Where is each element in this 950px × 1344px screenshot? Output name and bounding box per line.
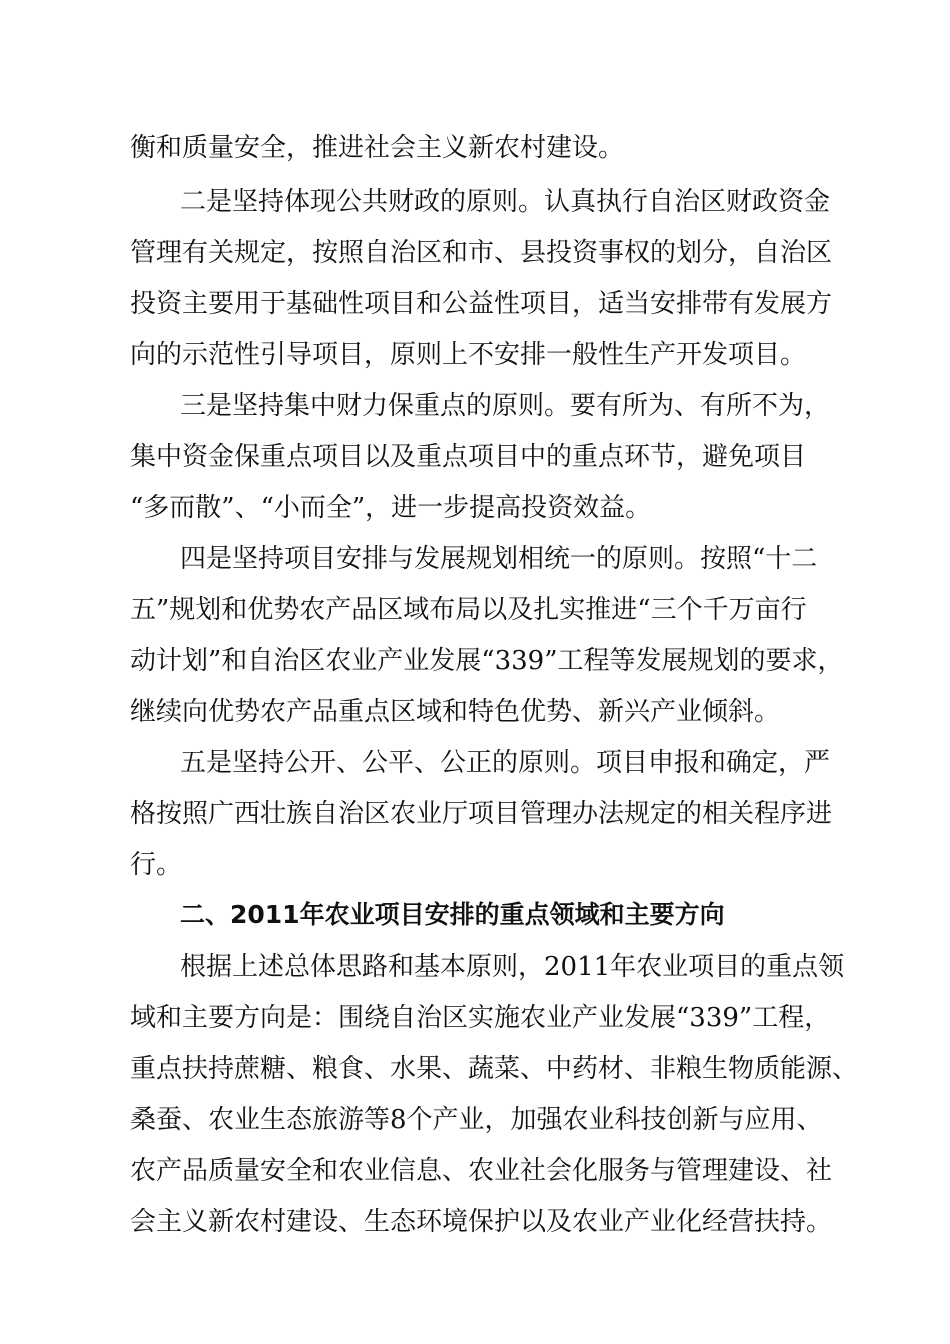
- text-line: 行。: [130, 850, 183, 880]
- text-line: 域和主要方向是：围绕自治区实施农业产业发展“339”工程，: [130, 1003, 831, 1033]
- text-line: 衡和质量安全，推进社会主义新农村建设。: [130, 133, 625, 163]
- text-line: 继续向优势农产品重点区域和特色优势、新兴产业倾斜。: [130, 697, 781, 727]
- text-line: 格按照广西壮族自治区农业厅项目管理办法规定的相关程序进: [130, 799, 833, 829]
- text-line: 投资主要用于基础性项目和公益性项目，适当安排带有发展方: [130, 289, 833, 319]
- text-line: 动计划”和自治区农业产业发展“339”工程等发展规划的要求，: [130, 646, 844, 676]
- paragraph-first-line: 二是坚持体现公共财政的原则。认真执行自治区财政资金: [180, 187, 831, 217]
- text-line: 会主义新农村建设、生态环境保护以及农业产业化经营扶持。: [130, 1207, 833, 1237]
- text-line: 重点扶持蔗糖、粮食、水果、蔬菜、中药材、非粮生物质能源、: [130, 1054, 859, 1084]
- text-line: 桑蚕、农业生态旅游等8个产业，加强农业科技创新与应用、: [130, 1105, 823, 1135]
- paragraph-first-line: 五是坚持公开、公平、公正的原则。项目申报和确定，严: [180, 748, 831, 778]
- text-line: 管理有关规定，按照自治区和市、县投资事权的划分，自治区: [130, 238, 833, 268]
- text-line: 集中资金保重点项目以及重点项目中的重点环节，避免项目: [130, 442, 807, 472]
- paragraph-first-line: 四是坚持项目安排与发展规划相统一的原则。按照“十二: [180, 544, 818, 574]
- text-line: 向的示范性引导项目，原则上不安排一般性生产开发项目。: [130, 340, 807, 370]
- text-line: “多而散”、“小而全”，进一步提高投资效益。: [130, 493, 652, 523]
- paragraph-first-line: 三是坚持集中财力保重点的原则。要有所为、有所不为，: [180, 391, 831, 421]
- text-line: 五”规划和优势农产品区域布局以及扎实推进“三个千万亩行: [130, 595, 807, 625]
- section-heading: 二、2011年农业项目安排的重点领域和主要方向: [180, 900, 725, 929]
- paragraph-first-line: 根据上述总体思路和基本原则，2011年农业项目的重点领: [180, 952, 845, 982]
- text-line: 农产品质量安全和农业信息、农业社会化服务与管理建设、社: [130, 1156, 833, 1186]
